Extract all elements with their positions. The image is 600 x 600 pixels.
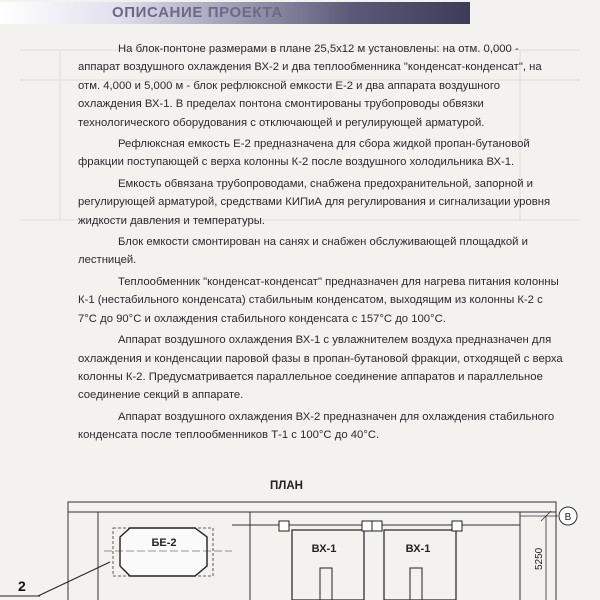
paragraph-heat-exchanger: Теплообменник "конденсат-конденсат" предназначен для нагрева питания колонны К-1 (нестабильного конденсата) стабильным конденсатом, выходящим из колонны К-2 с 7°С до 90°С и охлаждения стабильного конденсата с 157°С до 100°С. xyxy=(78,275,559,325)
callout-leader xyxy=(0,562,110,596)
vessel-label: БЕ-2 xyxy=(151,537,177,549)
axis-label: В xyxy=(564,512,572,523)
plan-drawing xyxy=(0,490,600,600)
dimension-label: 5250 xyxy=(534,547,545,570)
cooler-vh1-right xyxy=(372,521,462,600)
plan-title: ПЛАН xyxy=(270,480,303,492)
dimension-marker xyxy=(534,511,551,600)
paragraph-vessel-skid: Блок емкости смонтирован на санях и снабжен обслуживающей площадкой и лестницей. xyxy=(78,236,528,267)
vessel-be2 xyxy=(104,528,232,576)
paragraph-vessel-piping: Емкость обвязана трубопроводами, снабжена предохранительной, запорной и регулирующей арматурой, средствами КИПиА для регулирования и сигнализации уровня жидкости давления и температуры. xyxy=(78,177,551,227)
description-body xyxy=(78,40,563,448)
cooler-vh1-left xyxy=(279,521,372,600)
paragraph-air-cooler-vh2: Аппарат воздушного охлаждения ВХ-2 предназначен для охлаждения стабильного конденсата после теплообменников Т-1 с 100°С до 40°С. xyxy=(78,410,555,442)
paragraph-reflux-vessel: Рефлюксная емкость Е-2 предназначена для сбора жидкой пропан-бутановой фракции поступающей с верха колонны К-2 после воздушного холодильника ВХ-1. xyxy=(78,138,530,169)
callout-number: 2 xyxy=(18,578,26,594)
cooler2-label: ВХ-1 xyxy=(405,543,431,555)
axis-marker xyxy=(520,507,577,525)
page-title: ОПИСАНИЕ ПРОЕКТА xyxy=(112,4,283,21)
paragraph-air-cooler-vh1: Аппарат воздушного охлаждения ВХ-1 с увлажнителем воздуха предназначен для охлаждения и конденсации паровой фазы в пропан-бутановой фракции, отходящей с верха колонны К-2. Предусматривается параллельное соединение аппаратов и параллельное соединение секций в аппарате. xyxy=(78,334,563,402)
cooler1-label: ВХ-1 xyxy=(311,543,337,555)
paragraph-pontoon: На блок-понтоне размерами в плане 25,5х12 м установлены: на отм. 0,000 - аппарат воздушного охлаждения ВХ-2 и два теплообменника "конденсат-конденсат", на отм. 4,000 и 5,000 м - блок рефлюксной емкости Е-2 и два аппарата воздушного охлаждения ВХ-1. В пределах понтона смонтированы трубопроводы обвязки технологического оборудования с отключающей и регулирующей арматурой. xyxy=(78,43,542,129)
